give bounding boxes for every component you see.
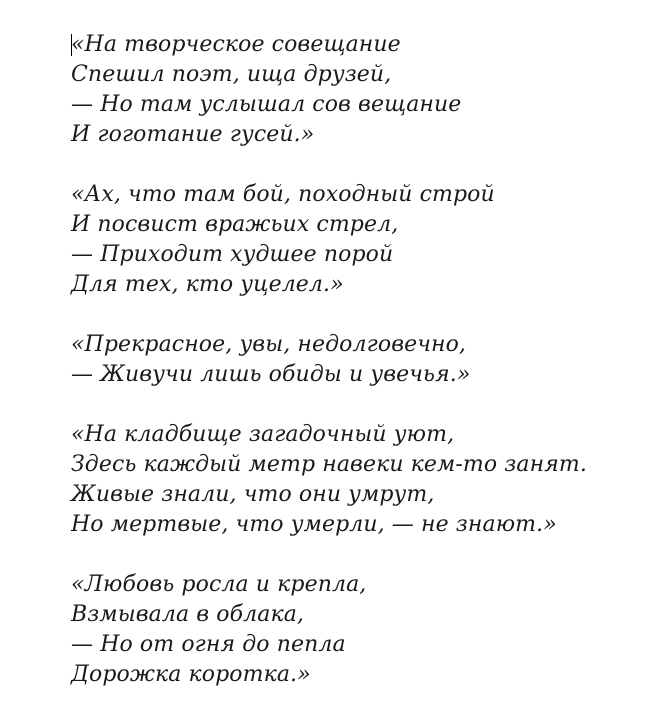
poem-line: «Ах, что там бой, походный строй <box>71 182 495 207</box>
poem-text[interactable] <box>71 30 651 720</box>
poem-line: «На кладбище загадочный уют, <box>71 422 455 447</box>
stanza-5 <box>71 570 651 690</box>
poem-line: Живые знали, что они умрут, <box>71 482 435 507</box>
poem-line: «Прекрасное, увы, недолговечно, <box>71 332 467 357</box>
stanza-2 <box>71 180 651 300</box>
stanza-4 <box>71 420 651 540</box>
poem-line: — Живучи лишь обиды и увечья.» <box>71 362 471 387</box>
poem-line: — Но от огня до пепла <box>71 632 346 657</box>
stanza-1 <box>71 30 651 150</box>
poem-line: И гоготание гусей.» <box>71 122 315 147</box>
stanza-3 <box>71 330 651 390</box>
poem-line: Взмывала в облака, <box>71 602 305 627</box>
poem-line: «Любовь росла и крепла, <box>71 572 367 597</box>
poem-line: Для тех, кто уцелел.» <box>71 272 344 297</box>
poem-line: Но мертвые, что умерли, — не знают.» <box>71 512 557 537</box>
poem-line: Дорожка коротка.» <box>71 662 311 687</box>
poem-line: «На творческое совещание <box>71 32 401 57</box>
poem-line: И посвист вражьих стрел, <box>71 212 399 237</box>
poem-line: Здесь каждый метр навеки кем-то занят. <box>71 452 587 477</box>
poem-line: Спешил поэт, ища друзей, <box>71 62 392 87</box>
poem-line: — Приходит худшее порой <box>71 242 394 267</box>
poem-line: — Но там услышал сов вещание <box>71 92 462 117</box>
